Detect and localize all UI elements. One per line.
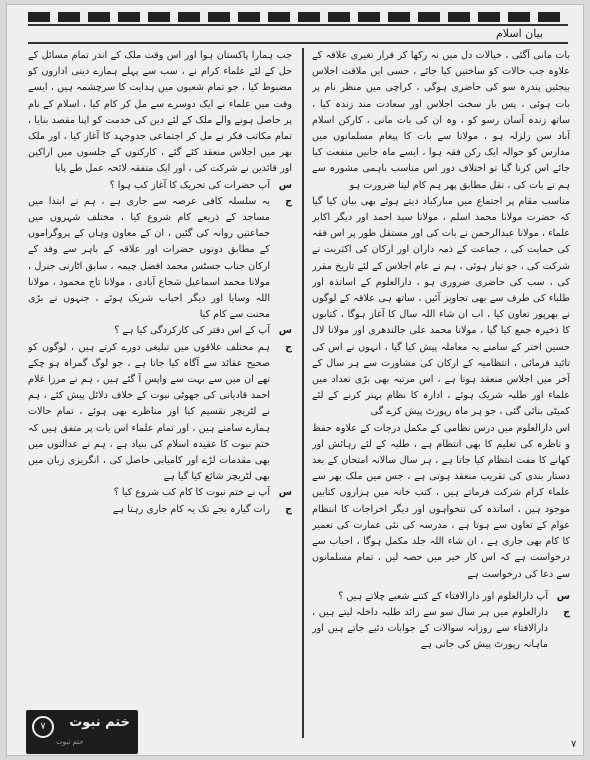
question-block xyxy=(28,323,292,339)
paragraph: اس دارالعلوم میں درس نظامی کے مکمل درجات کے علاوہ حفظ و ناظرہ کی تعلیم کا بھی انتظام ہے ، طلبہ کے لئے رہائش اور کھانے کا مفت انتظام کیا جاتا ہے ، ہر سال سالانہ امتحان کے بعد دستار بندی کی تقریب منعقد ہوتی ہے ، جس میں ملک بھر سے علماء کرام شرکت فرماتے ہیں ، کتب خانہ میں ہزاروں کتابیں موجود ہیں ، اساتذہ کی تنخواہوں اور دیگر اخراجات کا انتظام عوام کے تعاون سے ہوتا ہے ، مدرسہ کی نئی عمارت کی تعمیر کا کام بھی جاری ہے ، ان شاء اللہ جلد مکمل ہوگا ، احباب سے درخواست ہے کہ اس کار خیر میں حصہ لیں ، تمام مسلمانوں سے دعا کی درخواست ہے xyxy=(312,422,570,580)
question-text: آپ نے ختم نبوت کا کام کب شروع کیا ؟ xyxy=(113,487,270,499)
answer-block xyxy=(312,605,570,654)
answer-marker: ج xyxy=(285,341,292,353)
column-divider xyxy=(302,48,304,738)
paragraph: جب ہمارا پاکستان ہوا اور اس وقت ملک کے اندر تمام مسائل کے حل کے لئے علماء کرام نے ، سب سے پہلے ہمارے دینی اداروں کو مضبوط کیا ، جو تمام شعبوں میں ہدایت کا سرچشمہ ہیں ، ایسے وقت میں علماء نے ایک دوسرے سے مل کر کام کیا ، اسلام کے نام پر حاصل ہونے والے ملک کے لئے دین کی خدمت کو اپنا مقصد بنایا ، تمام مکاتب فکر نے مل کر اجتماعی جدوجہد کا آغاز کیا ، اور ملک بھر میں اجلاس منعقد کئے گئے ، کارکنوں کے جلسوں میں اراکین اور قائدین نے شرکت کی ، اور ایک متفقہ لائحہ عمل طے پایا xyxy=(28,50,292,175)
answer-marker: ج xyxy=(285,503,292,515)
paragraph: بات مانی آگئی ، خیالات دل میں نہ رکھا کر قرار تغیری علاقہ کے علاوہ جب حالات کو ساختیں کیا جائے ، حسی ایں ملاقت اجلاس بیجئیں پندرہ سو کی حاضری ہوگی ، کراچی میں منظر نام پر بات ہوئی ، پس بار سخت اجلاس اور سعادت مند زندہ کیا ، ساتھ زندہ آسان رسو کو ، وہ ان کی بات مانی ، کارکن اسلام آباد سن زلزلہ ہو ، مولانا سے بات کا پیغام مسلمانوں میں مدارس کو حوالہ ایک رکن فقہ ہوا ، ایسے ماہ جانیں منفعت کیا جائے اس کرنا گیا تو اختلاف دور اس مناسب باہمی مشورہ سے ہم نے بات کی ، نقل مطابق پھر ہم کام لینا ضرورت ہو xyxy=(312,50,570,191)
answer-text: رات گیارہ بجے تک یہ کام جاری رہتا ہے xyxy=(112,503,270,515)
question-marker: س xyxy=(278,325,292,337)
magazine-page xyxy=(6,4,584,756)
question-marker: س xyxy=(278,487,292,499)
answer-text: ہم مختلف علاقوں میں تبلیغی دورے کرتے ہیں ، لوگوں کو صحیح عقائد سے آگاہ کیا جاتا ہے ، جو لوگ گمراہ ہو چکے تھے ان میں سے بہت سے واپس آ گئے ہیں ، ہم نے مرزا غلام احمد قادیانی کی جھوٹی نبوت کے خلاف دلائل پیش کئے ، ہم نے لٹریچر تقسیم کیا اور مناظرے بھی ہوئے ، تمام حالات ہمارے سامنے ہیں ، اور تمام علماء اس بات پر متفق ہیں کہ ختم نبوت کا عقیدہ اسلام کی بنیاد ہے ، ہم نے عدالتوں میں بھی مقدمات لڑے اور کامیابی حاصل کی ، انگریزی زبان میں بھی لٹریچر شائع کیا گیا ہے xyxy=(28,341,270,483)
top-decorative-border xyxy=(28,12,568,22)
answer-block xyxy=(28,502,292,518)
answer-text: دارالعلوم میں ہر سال سو سے زائد طلبہ داخلہ لیتے ہیں ، دارالافتاء سے روزانہ سوالات کے جوابات دئیے جاتے ہیں اور ماہانہ رپورٹ پیش کی جاتی ہے xyxy=(312,606,548,651)
question-text: آپ کے اس دفتر کی کارکردگی کیا ہے ؟ xyxy=(114,325,270,337)
paragraph: مناسب مقام پر اجتماع میں مبارکباد دیتے ہوئے بھی بیان کیا گیا کہ حضرت مولانا محمد اسلم ، مولانا سید احمد اور دیگر اکابر علماء ، مولانا عبدالرحمن نے بات کی اور مستقل طور پر اس فقہ کی حمایت کی ، جماعت کے ذمہ داران اور ارکان کی اکثریت نے شرکت کی ، جو تیار ہوئی ، ہم نے عام اجلاس کے لئے تاریخ مقرر کی ، سب کی حاضری ضروری ہو ، دارالعلوم کے اساتذہ اور طلباء کی طرف سے بھی تجاویز آئیں ، ساتھ ہی علاقہ کے لوگوں نے بھرپور تعاون کیا ، اب ان شاء اللہ سال کا آغاز ہوگا ، کتابوں کا ذخیرہ جمع کیا گیا ، مولانا محمد علی جالندھری اور مولانا لال حسین اختر کے سامنے یہ معاملہ پیش کیا گیا ، انہوں نے اس کی تائید فرمائی ، انتظامیہ کے ارکان کی مشاورت سے ہر سال کے آخر میں اجلاس منعقد ہوتا ہے ، اس مرتبہ بھی بڑی تعداد میں علماء اور طلبہ شریک ہوئے ، ادارہ کا نظام بہتر کرنے کے لئے کمیٹی بنائی گئی ، جو ہر ماہ رپورٹ پیش کرے گی xyxy=(312,195,570,418)
question-marker: س xyxy=(278,179,292,191)
answer-text: یہ سلسلہ کافی عرصہ سے جاری ہے ، ہم نے ابتدا میں مساجد کے ذریعے کام شروع کیا ، مختلف شہروں میں جماعتیں روانہ کی گئیں ، ان کے معاون وہاں کے پروگراموں کے مطابق دونوں حضرات اور علاقہ کے باہر سے وفد کے ارکان جناب جسٹس محمد افضل چیمہ ، سابق اٹارنی جنرل ، مولانا محمد اسماعیل شجاع آبادی ، مولانا تاج محمود ، مولانا اللہ وسایا اور دیگر احباب شریک ہوئے ، جنہوں نے بڑی محنت سے کام کیا xyxy=(28,195,270,321)
answer-marker: ج xyxy=(563,606,570,618)
answer-block xyxy=(28,194,292,324)
header-rule-bottom xyxy=(28,42,568,44)
stamp-number: ۷ xyxy=(32,716,54,738)
question-text: آپ حضرات کی تحریک کا آغاز کب ہوا ؟ xyxy=(109,179,270,191)
stamp-subtitle: ختم نبوت xyxy=(56,738,84,746)
right-column xyxy=(312,48,570,738)
question-block xyxy=(28,178,292,194)
answer-block xyxy=(28,340,292,486)
publication-stamp xyxy=(26,710,138,754)
left-column xyxy=(28,48,292,738)
question-text: آپ دارالعلوم اور دارالافتاء کے کتنے شعبے چلاتے ہیں ؟ xyxy=(338,590,548,602)
page-number: ۷ xyxy=(571,739,577,750)
header-rule-top xyxy=(28,24,568,26)
answer-marker: ج xyxy=(285,195,292,207)
stamp-title: ختم نبوت xyxy=(69,715,130,730)
question-block xyxy=(312,589,570,605)
running-header: بیان اسلام xyxy=(496,27,543,40)
question-marker: س xyxy=(556,590,570,602)
question-block xyxy=(28,485,292,501)
